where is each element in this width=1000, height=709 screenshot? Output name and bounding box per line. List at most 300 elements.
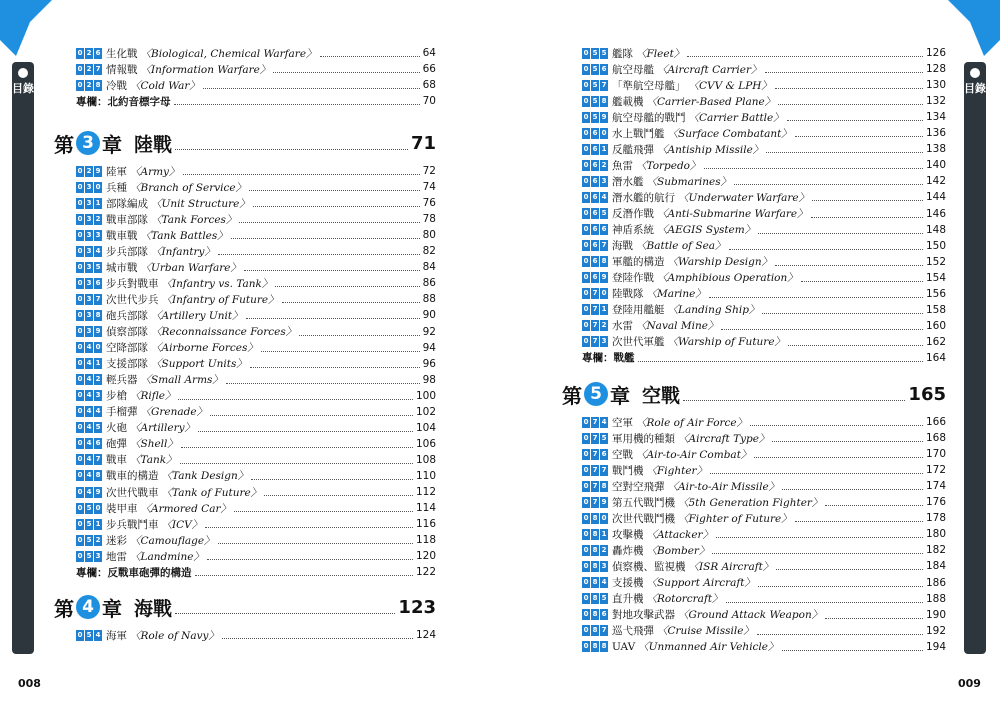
toc-entry[interactable]	[582, 430, 946, 446]
toc-entry[interactable]	[76, 388, 436, 404]
page-number-right: 009	[958, 677, 981, 690]
toc-entry[interactable]	[76, 436, 436, 452]
leader-dots	[203, 81, 420, 89]
toc-entry[interactable]	[582, 173, 946, 189]
entry-page-number: 76	[422, 197, 436, 210]
entry-english-title: 〈Air-to-Air Combat〉	[636, 448, 752, 461]
toc-entry[interactable]	[76, 627, 436, 643]
entry-number-badge: 0 7 9	[583, 497, 607, 506]
entry-title: 空戰	[612, 448, 633, 461]
chapter-heading[interactable]	[562, 379, 946, 409]
toc-entry[interactable]	[582, 542, 946, 558]
entry-page-number: 74	[422, 181, 436, 194]
leader-dots	[231, 231, 420, 239]
entry-page-number: 86	[422, 277, 436, 290]
entry-page-number: 168	[925, 432, 946, 445]
entry-title: 對地攻擊武器	[612, 609, 675, 622]
toc-column-entry[interactable]	[76, 93, 436, 109]
entry-number-badge: 0 5 1	[77, 519, 101, 528]
entry-english-title: 〈CVV & LPH〉	[688, 79, 772, 92]
entry-page-number: 102	[415, 405, 436, 418]
entry-title: 神盾系統	[612, 224, 654, 237]
entry-title: 部隊編成	[106, 197, 148, 210]
entry-number-badge: 0 2 7	[77, 64, 101, 73]
entry-number-badge: 0 3 7	[77, 294, 101, 303]
entry-title: 城市戰	[106, 261, 138, 274]
entry-title: 巡弋飛彈	[612, 625, 654, 638]
entry-page-number: 190	[925, 608, 946, 621]
entry-english-title: 〈Fleet〉	[636, 47, 685, 60]
toc-entry[interactable]	[76, 275, 436, 291]
entry-english-title: 〈Aircraft Type〉	[678, 432, 770, 445]
entry-title: 專欄：反戰車砲彈的構造	[76, 566, 192, 579]
tab-dot-icon	[18, 68, 28, 78]
leader-dots	[246, 311, 420, 319]
entry-title: 步兵對戰車	[106, 277, 159, 290]
entry-english-title: 〈Camouflage〉	[130, 534, 215, 547]
leader-dots	[825, 611, 923, 619]
entry-title: 步兵戰鬥車	[106, 518, 159, 531]
entry-page-number: 128	[925, 63, 946, 76]
entry-page-number: 72	[422, 165, 436, 177]
entry-page-number: 100	[415, 389, 436, 402]
entry-number-badge: 0 3 0	[77, 182, 101, 191]
entry-page-number: 192	[925, 624, 946, 637]
toc-entry[interactable]	[582, 222, 946, 238]
leader-dots	[175, 137, 408, 150]
entry-page-number: 88	[422, 293, 436, 306]
entry-title: 第五代戰鬥機	[612, 496, 675, 509]
entry-english-title: 〈Infantry of Future〉	[161, 293, 279, 306]
entry-number-badge: 0 2 8	[77, 80, 101, 89]
entry-english-title: 〈Anti-Submarine Warfare〉	[657, 208, 808, 220]
entry-english-title: 〈Biological, Chemical Warfare〉	[140, 47, 317, 60]
leader-dots	[712, 546, 923, 554]
entry-number-badge: 0 8 1	[583, 529, 607, 538]
entry-title: 步槍	[106, 390, 127, 403]
toc-entry[interactable]	[76, 77, 436, 93]
toc-entry[interactable]	[76, 420, 436, 436]
leader-dots	[205, 520, 413, 528]
entry-english-title: 〈Information Warfare〉	[140, 63, 271, 76]
entry-english-title: 〈Rotorcraft〉	[646, 593, 723, 606]
leader-dots	[234, 504, 413, 512]
entry-page-number: 146	[925, 207, 946, 220]
entry-english-title: 〈Shell〉	[130, 438, 178, 451]
toc-entry[interactable]	[582, 206, 946, 222]
leader-dots	[775, 81, 923, 89]
entry-page-number: 126	[925, 47, 946, 59]
toc-entry[interactable]	[76, 372, 436, 388]
entry-english-title: 〈Fighter of Future〉	[678, 512, 792, 525]
entry-number-badge: 0 6 5	[583, 209, 607, 217]
corner-star-right	[940, 0, 1000, 60]
chapter-page-number: 165	[908, 383, 946, 405]
toc-entry[interactable]	[582, 61, 946, 77]
entry-english-title: 〈Urban Warfare〉	[140, 261, 241, 274]
toc-entry[interactable]	[582, 607, 946, 623]
toc-entry[interactable]	[76, 243, 436, 259]
entry-page-number: 106	[415, 437, 436, 450]
leader-dots	[299, 328, 419, 336]
entry-english-title: 〈Armored Car〉	[140, 502, 231, 515]
entry-english-title: 〈Tank〉	[130, 454, 177, 467]
toc-entry[interactable]	[582, 558, 946, 574]
leader-dots	[762, 306, 923, 314]
entry-english-title: 〈Cold War〉	[130, 79, 200, 92]
entry-title: 次世代戰車	[106, 486, 159, 499]
entry-title: 水雷	[612, 320, 633, 333]
chapter-title: 空戰	[642, 384, 681, 407]
entry-title: 冷戰	[106, 79, 127, 92]
toc-entry[interactable]	[76, 195, 436, 211]
leader-dots	[765, 65, 923, 73]
toc-entry[interactable]	[582, 93, 946, 109]
toc-entry[interactable]	[582, 478, 946, 494]
leader-dots	[174, 97, 420, 105]
chapter-title: 海戰	[134, 597, 173, 620]
entry-page-number: 108	[415, 453, 436, 466]
tab-label: 目錄	[964, 82, 986, 95]
entry-number-badge: 0 4 1	[77, 359, 101, 368]
entry-english-title: 〈Bomber〉	[646, 544, 710, 557]
toc-entry[interactable]	[76, 211, 436, 227]
chapter-prefix: 第	[54, 596, 74, 621]
entry-english-title: 〈ISR Aircraft〉	[688, 560, 774, 573]
entry-title: 支援部隊	[106, 358, 148, 371]
entry-title: 次世代戰鬥機	[612, 512, 675, 525]
leader-dots	[261, 344, 420, 352]
entry-page-number: 94	[422, 341, 436, 354]
entry-title: 兵種	[106, 181, 127, 194]
chapter-suffix: 章	[102, 596, 122, 621]
chapter-prefix: 第	[54, 132, 74, 157]
entry-number-badge: 0 5 7	[583, 80, 607, 89]
toc-entry[interactable]	[76, 61, 436, 77]
toc-entry[interactable]	[582, 302, 946, 318]
entry-english-title: 〈Amphibious Operation〉	[657, 272, 798, 285]
entry-english-title: 〈Reconnaissance Forces〉	[151, 326, 297, 338]
entry-title: 砲彈	[106, 438, 127, 451]
entry-title: 航空母艦	[612, 63, 654, 76]
entry-page-number: 140	[925, 159, 946, 172]
entry-number-badge: 0 6 6	[583, 225, 607, 234]
entry-page-number: 122	[415, 566, 436, 579]
leader-dots	[776, 562, 923, 570]
entry-title: 專欄：戰艦	[582, 352, 635, 365]
toc-entry[interactable]	[76, 404, 436, 420]
toc-entry[interactable]	[76, 163, 436, 179]
entry-english-title: 〈Air-to-Air Missile〉	[667, 480, 780, 493]
toc-entry[interactable]	[582, 462, 946, 478]
entry-number-badge: 0 4 6	[77, 439, 101, 448]
leader-dots	[282, 295, 420, 303]
entry-english-title: 〈Landing Ship〉	[667, 304, 760, 317]
entry-english-title: 〈Artillery〉	[130, 422, 196, 435]
chapter-heading[interactable]	[54, 592, 436, 622]
entry-number-badge: 0 6 1	[583, 144, 607, 153]
toc-entry[interactable]	[582, 45, 946, 61]
toc-entry[interactable]	[582, 157, 946, 173]
entry-english-title: 〈Ground Attack Weapon〉	[678, 609, 823, 622]
entry-number-badge: 0 5 6	[583, 64, 607, 73]
toc-entry[interactable]	[582, 270, 946, 286]
leader-dots	[721, 322, 923, 330]
entry-page-number: 184	[925, 560, 946, 573]
toc-entry[interactable]	[582, 189, 946, 205]
entry-title: 火砲	[106, 422, 127, 435]
tab-dot-icon	[970, 68, 980, 78]
leader-dots	[183, 167, 420, 175]
entry-number-badge: 0 6 7	[583, 241, 607, 250]
tab-label: 目錄	[12, 82, 34, 95]
entry-page-number: 82	[422, 245, 436, 258]
entry-title: 「準航空母艦」	[612, 79, 686, 92]
entry-page-number: 70	[422, 95, 436, 108]
leader-dots	[726, 595, 923, 603]
entry-english-title: 〈Submarines〉	[646, 175, 732, 188]
toc-entry[interactable]	[582, 575, 946, 591]
toc-entry[interactable]	[582, 591, 946, 607]
leader-dots	[766, 145, 923, 153]
toc-entry[interactable]	[76, 468, 436, 484]
entry-number-badge: 0 4 5	[77, 423, 101, 432]
entry-title: 海戰	[612, 240, 633, 253]
toc-entry[interactable]	[582, 639, 946, 655]
toc-entry[interactable]	[582, 446, 946, 462]
toc-entry[interactable]	[582, 623, 946, 639]
entry-title: 生化戰	[106, 47, 138, 60]
toc-column-entry[interactable]	[582, 350, 946, 366]
leader-dots	[778, 97, 923, 105]
entry-english-title: 〈Cruise Missile〉	[657, 625, 754, 638]
toc-entry[interactable]	[76, 500, 436, 516]
toc-entry[interactable]	[582, 109, 946, 125]
entry-title: 陸軍	[106, 165, 127, 178]
entry-english-title: 〈Rifle〉	[130, 390, 176, 403]
leader-dots	[320, 49, 420, 57]
leader-dots	[244, 263, 420, 271]
leader-dots	[812, 193, 923, 201]
chapter-page-number: 71	[410, 132, 436, 154]
leader-dots	[734, 177, 923, 185]
toc-entry[interactable]	[582, 238, 946, 254]
toc-column-entry[interactable]	[76, 564, 436, 580]
entry-page-number: 118	[415, 534, 436, 547]
entry-title: 手榴彈	[106, 406, 138, 419]
entry-english-title: 〈Infantry〉	[151, 245, 215, 258]
entry-title: 潛水艦	[612, 175, 644, 188]
chapter-number-badge: 3	[76, 131, 100, 155]
toc-entry[interactable]	[582, 334, 946, 350]
entry-title: 陸戰隊	[612, 288, 644, 301]
entry-number-badge: 0 6 8	[583, 257, 607, 266]
leader-dots	[210, 408, 413, 416]
leader-dots	[251, 472, 413, 480]
toc-entry[interactable]	[582, 318, 946, 334]
toc-entry[interactable]	[582, 254, 946, 270]
entry-english-title: 〈Branch of Service〉	[130, 181, 247, 194]
toc-entry[interactable]	[76, 356, 436, 372]
leader-dots	[226, 376, 420, 384]
toc-entry[interactable]	[582, 77, 946, 93]
entry-english-title: 〈Tank of Future〉	[161, 486, 262, 499]
toc-entry[interactable]	[76, 307, 436, 323]
entry-page-number: 130	[925, 79, 946, 92]
entry-number-badge: 0 8 4	[583, 578, 607, 586]
toc-entry[interactable]	[582, 141, 946, 157]
toc-entry[interactable]	[76, 259, 436, 275]
toc-entry[interactable]	[582, 494, 946, 510]
chapter-number-badge: 5	[584, 382, 608, 406]
entry-page-number: 114	[415, 502, 436, 515]
chapter-prefix: 第	[562, 383, 582, 408]
entry-title: 步兵部隊	[106, 245, 148, 258]
toc-entry[interactable]	[582, 510, 946, 526]
entry-english-title: 〈Army〉	[130, 165, 180, 178]
entry-number-badge: 0 5 5	[583, 48, 607, 57]
toc-entry[interactable]	[76, 548, 436, 564]
leader-dots	[239, 215, 419, 223]
entry-english-title: 〈Attacker〉	[646, 528, 714, 541]
entry-page-number: 136	[925, 127, 946, 140]
leader-dots	[811, 210, 923, 218]
toc-entry[interactable]	[582, 414, 946, 430]
leader-dots	[795, 514, 923, 522]
entry-title: 攻擊機	[612, 528, 644, 541]
entry-number-badge: 0 5 9	[583, 112, 607, 121]
entry-number-badge: 0 4 0	[77, 343, 101, 352]
toc-entry[interactable]	[76, 324, 436, 340]
entry-title: 情報戰	[106, 63, 138, 76]
entry-title: 砲兵部隊	[106, 309, 148, 322]
leader-dots	[175, 601, 395, 614]
entry-english-title: 〈Tank Battles〉	[140, 229, 228, 242]
entry-title: 潛水艦的航行	[612, 191, 675, 204]
entry-english-title: 〈Carrier Battle〉	[688, 111, 784, 124]
entry-english-title: 〈Artillery Unit〉	[151, 309, 243, 322]
entry-title: 軍用機的種類	[612, 432, 675, 445]
entry-title: 戰車部隊	[106, 213, 148, 226]
toc-entry[interactable]	[76, 291, 436, 307]
toc-entry[interactable]	[582, 125, 946, 141]
entry-title: 戰車	[106, 454, 127, 467]
entry-title: 轟炸機	[612, 544, 644, 557]
toc-side-tab-right	[964, 62, 986, 654]
toc-entry[interactable]	[76, 227, 436, 243]
leader-dots	[704, 161, 923, 169]
entry-page-number: 178	[925, 512, 946, 525]
entry-english-title: 〈Underwater Warfare〉	[678, 191, 810, 204]
leader-dots	[709, 290, 923, 298]
entry-number-badge: 0 3 1	[77, 198, 101, 207]
entry-english-title: 〈Warship of Future〉	[667, 336, 786, 349]
entry-number-badge: 0 6 3	[583, 176, 607, 185]
entry-number-badge: 0 5 2	[77, 535, 101, 544]
entry-title: 空軍	[612, 416, 633, 429]
toc-entry[interactable]	[582, 286, 946, 302]
entry-page-number: 110	[415, 469, 436, 482]
entry-english-title: 〈Support Units〉	[151, 358, 247, 371]
entry-number-badge: 0 6 0	[583, 128, 607, 137]
entry-page-number: 188	[925, 592, 946, 605]
leader-dots	[178, 392, 412, 400]
entry-page-number: 80	[422, 229, 436, 242]
entry-page-number: 144	[925, 191, 946, 204]
entry-number-badge: 0 3 2	[77, 214, 101, 223]
chapter-page-number: 123	[398, 596, 436, 618]
toc-entry[interactable]	[76, 179, 436, 195]
leader-dots	[750, 418, 923, 426]
toc-entry[interactable]	[76, 340, 436, 356]
entry-english-title: 〈Role of Air Force〉	[636, 416, 748, 429]
leader-dots	[782, 643, 923, 651]
entry-page-number: 166	[925, 416, 946, 428]
entry-english-title: 〈Antiship Missile〉	[657, 143, 764, 156]
leader-dots	[275, 279, 419, 287]
entry-page-number: 112	[415, 486, 436, 498]
entry-english-title: 〈Surface Combatant〉	[667, 127, 792, 140]
leader-dots	[772, 434, 923, 442]
leader-dots	[273, 65, 419, 73]
entry-number-badge: 0 3 5	[77, 262, 101, 271]
entry-english-title: 〈Role of Navy〉	[130, 629, 219, 642]
leader-dots	[801, 274, 923, 282]
chapter-suffix: 章	[610, 383, 630, 408]
toc-entry[interactable]	[76, 516, 436, 532]
leader-dots	[782, 482, 923, 490]
entry-title: 空降部隊	[106, 342, 148, 355]
leader-dots	[710, 466, 923, 474]
entry-number-badge: 0 6 9	[583, 273, 607, 282]
toc-entry[interactable]	[76, 484, 436, 500]
entry-page-number: 132	[925, 95, 946, 108]
leader-dots	[716, 530, 923, 538]
entry-number-badge: 0 8 3	[583, 561, 607, 570]
entry-english-title: 〈Support Aircraft〉	[646, 577, 756, 589]
entry-title: 登陸用艦艇	[612, 304, 665, 317]
entry-title: 軍艦的構造	[612, 256, 665, 269]
entry-title: 輕兵器	[106, 374, 138, 387]
entry-page-number: 154	[925, 271, 946, 284]
leader-dots	[729, 242, 923, 250]
leader-dots	[181, 440, 413, 448]
entry-number-badge: 0 2 6	[77, 48, 101, 57]
toc-entry[interactable]	[76, 452, 436, 468]
chapter-title: 陸戰	[134, 133, 173, 156]
entry-title: 戰車戰	[106, 229, 138, 242]
toc-entry[interactable]	[76, 532, 436, 548]
entry-title: 水上戰鬥艦	[612, 127, 665, 140]
entry-number-badge: 0 4 9	[77, 487, 101, 496]
entry-english-title: 〈Infantry vs. Tank〉	[161, 277, 273, 290]
toc-entry[interactable]	[582, 526, 946, 542]
entry-number-badge: 0 4 2	[77, 375, 101, 384]
toc-entry[interactable]	[76, 45, 436, 61]
entry-title: 偵察部隊	[106, 326, 148, 338]
entry-page-number: 150	[925, 239, 946, 252]
leader-dots	[638, 354, 923, 362]
entry-number-badge: 0 4 4	[77, 407, 101, 416]
entry-title: 支援機	[612, 577, 644, 589]
entry-english-title: 〈Battle of Sea〉	[636, 240, 726, 253]
entry-title: 戰鬥機	[612, 464, 644, 477]
leader-dots	[795, 129, 923, 137]
entry-title: 航空母艦的戰鬥	[612, 111, 686, 124]
entry-number-badge: 0 3 4	[77, 246, 101, 255]
chapter-heading[interactable]	[54, 128, 436, 158]
entry-page-number: 182	[925, 544, 946, 557]
